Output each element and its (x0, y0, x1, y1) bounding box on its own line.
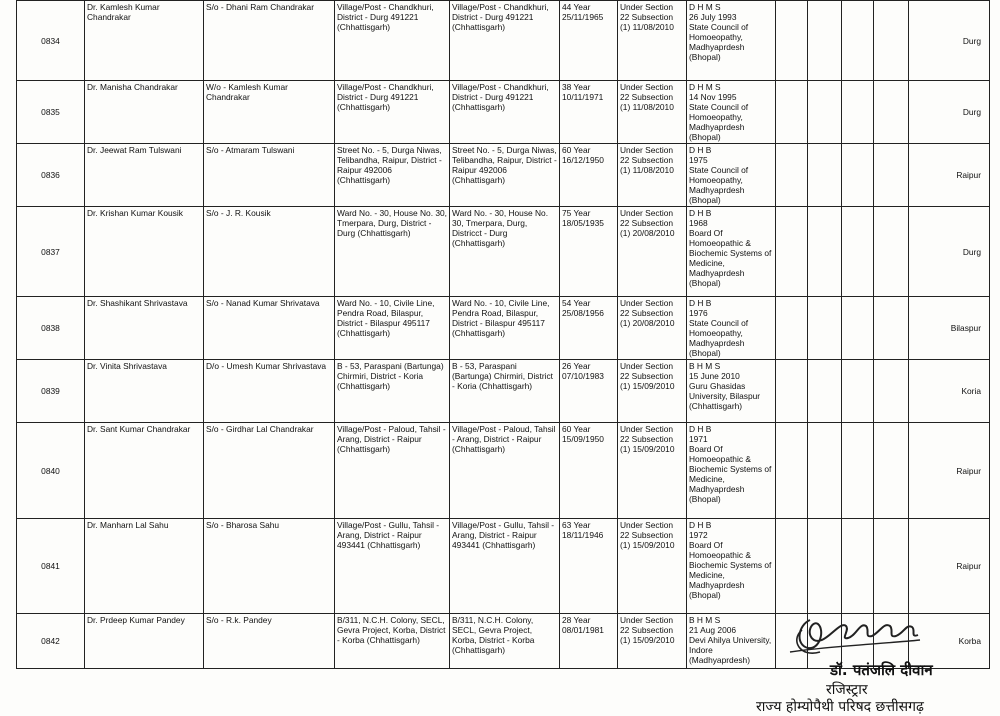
correspondence-address: B/311, N.C.H. Colony, SECL, Gevra Project, Korba, District - Korba (Chhattisgarh) (335, 614, 450, 669)
correspondence-address: Village/Post - Chandkhuri, District - Durg 491221 (Chhattisgarh) (335, 81, 450, 144)
blank-cell (808, 1, 842, 81)
blank-cell (842, 207, 874, 297)
blank-cell (808, 423, 842, 519)
correspondence-address: Street No. - 5, Durga Niwas, Telibandha, Raipur, District - Raipur 492006 (Chhattisgarh) (335, 144, 450, 207)
blank-cell (776, 519, 808, 614)
district: Durg (909, 207, 990, 297)
blank-cell (808, 297, 842, 360)
district: Raipur (909, 423, 990, 519)
blank-cell (808, 519, 842, 614)
permanent-address: Village/Post - Chandkhuri, District - Durg 491221 (Chhattisgarh) (450, 81, 560, 144)
blank-cell (842, 1, 874, 81)
blank-cell (874, 207, 909, 297)
age-dob: 75 Year 18/05/1935 (560, 207, 618, 297)
blank-cell (842, 519, 874, 614)
registration-section: Under Section 22 Subsection (1) 20/08/2010 (618, 297, 687, 360)
qualification: B H M S 15 June 2010 Guru Ghasidas University, Bilaspur (Chhattisgarh) (687, 360, 776, 423)
permanent-address: B/311, N.C.H. Colony, SECL, Gevra Project, Korba, District - Korba (Chhattisgarh) (450, 614, 560, 669)
table-row (17, 423, 990, 519)
blank-cell (808, 144, 842, 207)
age-dob: 38 Year 10/11/1971 (560, 81, 618, 144)
blank-cell (842, 614, 874, 669)
district: Raipur (909, 519, 990, 614)
blank-cell (842, 360, 874, 423)
relation: S/o - Nanad Kumar Shrivatava (204, 297, 335, 360)
relation: S/o - Atmaram Tulswani (204, 144, 335, 207)
blank-cell (874, 1, 909, 81)
age-dob: 26 Year 07/10/1983 (560, 360, 618, 423)
registration-section: Under Section 22 Subsection (1) 20/08/2010 (618, 207, 687, 297)
district: Korba (909, 614, 990, 669)
blank-cell (776, 423, 808, 519)
registration-section: Under Section 22 Subsection (1) 15/09/2010 (618, 519, 687, 614)
blank-cell (776, 1, 808, 81)
permanent-address: Street No. - 5, Durga Niwas, Telibandha, Raipur, District - Raipur 492006 (Chhattisgarh) (450, 144, 560, 207)
row-number: 0837 (17, 207, 85, 297)
doctor-name: Dr. Jeewat Ram Tulswani (85, 144, 204, 207)
district: Durg (909, 1, 990, 81)
relation: S/o - Dhani Ram Chandrakar (204, 1, 335, 81)
age-dob: 44 Year 25/11/1965 (560, 1, 618, 81)
qualification: D H B 1976 State Council of Homoeopathy, Madhyaprdesh (Bhopal) (687, 297, 776, 360)
district: Koria (909, 360, 990, 423)
table-row (17, 144, 990, 207)
doctor-name: Dr. Shashikant Shrivastava (85, 297, 204, 360)
signatory-name: डॉ. पतंजलि दीवान (830, 661, 933, 679)
blank-cell (842, 144, 874, 207)
qualification: D H B 1971 Board Of Homoeopathic & Biochemic Systems of Medicine, Madhyaprdesh (Bhopal) (687, 423, 776, 519)
blank-cell (874, 519, 909, 614)
blank-cell (776, 81, 808, 144)
registration-section: Under Section 22 Subsection (1) 11/08/2010 (618, 1, 687, 81)
district: Durg (909, 81, 990, 144)
qualification: D H B 1968 Board Of Homoeopathic & Biochemic Systems of Medicine, Madhyaprdesh (Bhopal) (687, 207, 776, 297)
permanent-address: Village/Post - Paloud, Tahsil - Arang, District - Raipur (Chhattisgarh) (450, 423, 560, 519)
relation: S/o - Girdhar Lal Chandrakar (204, 423, 335, 519)
row-number: 0838 (17, 297, 85, 360)
correspondence-address: B - 53, Paraspani (Bartunga) Chirmiri, District - Koria (Chhattisgarh) (335, 360, 450, 423)
row-number: 0835 (17, 81, 85, 144)
correspondence-address: Village/Post - Chandkhuri, District - Durg 491221 (Chhattisgarh) (335, 1, 450, 81)
row-number: 0834 (17, 1, 85, 81)
district: Raipur (909, 144, 990, 207)
blank-cell (842, 297, 874, 360)
blank-cell (874, 81, 909, 144)
table-row (17, 614, 990, 669)
doctor-name: Dr. Sant Kumar Chandrakar (85, 423, 204, 519)
doctor-name: Dr. Manharn Lal Sahu (85, 519, 204, 614)
table-row (17, 519, 990, 614)
registration-section: Under Section 22 Subsection (1) 15/09/2010 (618, 360, 687, 423)
qualification: D H M S 26 July 1993 State Council of Homoeopathy, Madhyaprdesh (Bhopal) (687, 1, 776, 81)
row-number: 0841 (17, 519, 85, 614)
correspondence-address: Ward No. - 10, Civile Line, Pendra Road, Bilaspur, District - Bilaspur 495117 (Chhattisgarh) (335, 297, 450, 360)
age-dob: 54 Year 25/08/1956 (560, 297, 618, 360)
signatory-role: रजिस्ट्रार (826, 682, 868, 698)
signatory-organization: राज्य होम्योपैथी परिषद छत्तीसगढ़ (756, 699, 924, 715)
doctor-name: Dr. Manisha Chandrakar (85, 81, 204, 144)
permanent-address: Village/Post - Chandkhuri, District - Durg 491221 (Chhattisgarh) (450, 1, 560, 81)
age-dob: 60 Year 16/12/1950 (560, 144, 618, 207)
blank-cell (776, 144, 808, 207)
district: Bilaspur (909, 297, 990, 360)
blank-cell (842, 81, 874, 144)
relation: S/o - J. R. Kousik (204, 207, 335, 297)
registration-table (16, 0, 990, 669)
relation: D/o - Umesh Kumar Shrivastava (204, 360, 335, 423)
doctor-name: Dr. Kamlesh Kumar Chandrakar (85, 1, 204, 81)
blank-cell (808, 360, 842, 423)
blank-cell (842, 423, 874, 519)
relation: S/o - Bharosa Sahu (204, 519, 335, 614)
table-row (17, 360, 990, 423)
blank-cell (808, 81, 842, 144)
permanent-address: B - 53, Paraspani (Bartunga) Chirmiri, District - Koria (Chhattisgarh) (450, 360, 560, 423)
blank-cell (874, 423, 909, 519)
blank-cell (874, 614, 909, 669)
qualification: B H M S 21 Aug 2006 Devi Ahilya University, Indore (Madhyaprdesh) (687, 614, 776, 669)
blank-cell (808, 207, 842, 297)
table-row (17, 81, 990, 144)
doctor-name: Dr. Krishan Kumar Kousik (85, 207, 204, 297)
qualification: D H M S 14 Nov 1995 State Council of Homoeopathy, Madhyaprdesh (Bhopal) (687, 81, 776, 144)
permanent-address: Ward No. - 30, House No. 30, Tmerpara, Durg, Districct - Durg (Chhattisgarh) (450, 207, 560, 297)
permanent-address: Ward No. - 10, Civile Line, Pendra Road, Bilaspur, District - Bilaspur 495117 (Chhattisgarh) (450, 297, 560, 360)
row-number: 0839 (17, 360, 85, 423)
age-dob: 28 Year 08/01/1981 (560, 614, 618, 669)
registration-section: Under Section 22 Subsection (1) 15/09/2010 (618, 614, 687, 669)
row-number: 0842 (17, 614, 85, 669)
registration-section: Under Section 22 Subsection (1) 11/08/2010 (618, 144, 687, 207)
table-row (17, 207, 990, 297)
table-row (17, 1, 990, 81)
qualification: D H B 1972 Board Of Homoeopathic & Biochemic Systems of Medicine, Madhyaprdesh (Bhopal) (687, 519, 776, 614)
doctor-name: Dr. Prdeep Kumar Pandey (85, 614, 204, 669)
age-dob: 63 Year 18/11/1946 (560, 519, 618, 614)
blank-cell (776, 360, 808, 423)
correspondence-address: Ward No. - 30, House No. 30, Tmerpara, Durg, District - Durg (Chhattisgarh) (335, 207, 450, 297)
row-number: 0836 (17, 144, 85, 207)
registration-section: Under Section 22 Subsection (1) 11/08/2010 (618, 81, 687, 144)
relation: S/o - R.k. Pandey (204, 614, 335, 669)
blank-cell (874, 144, 909, 207)
row-number: 0840 (17, 423, 85, 519)
permanent-address: Village/Post - Gullu, Tahsil - Arang, District - Raipur 493441 (Chhattisgarh) (450, 519, 560, 614)
table-row (17, 297, 990, 360)
correspondence-address: Village/Post - Gullu, Tahsil - Arang, District - Raipur 493441 (Chhattisgarh) (335, 519, 450, 614)
blank-cell (808, 614, 842, 669)
age-dob: 60 Year 15/09/1950 (560, 423, 618, 519)
registration-section: Under Section 22 Subsection (1) 15/09/2010 (618, 423, 687, 519)
correspondence-address: Village/Post - Paloud, Tahsil - Arang, District - Raipur (Chhattisgarh) (335, 423, 450, 519)
qualification: D H B 1975 State Council of Homoeopathy, Madhyaprdesh (Bhopal) (687, 144, 776, 207)
blank-cell (874, 360, 909, 423)
doctor-name: Dr. Vinita Shrivastava (85, 360, 204, 423)
blank-cell (874, 297, 909, 360)
relation: W/o - Kamlesh Kumar Chandrakar (204, 81, 335, 144)
blank-cell (776, 614, 808, 669)
blank-cell (776, 297, 808, 360)
blank-cell (776, 207, 808, 297)
